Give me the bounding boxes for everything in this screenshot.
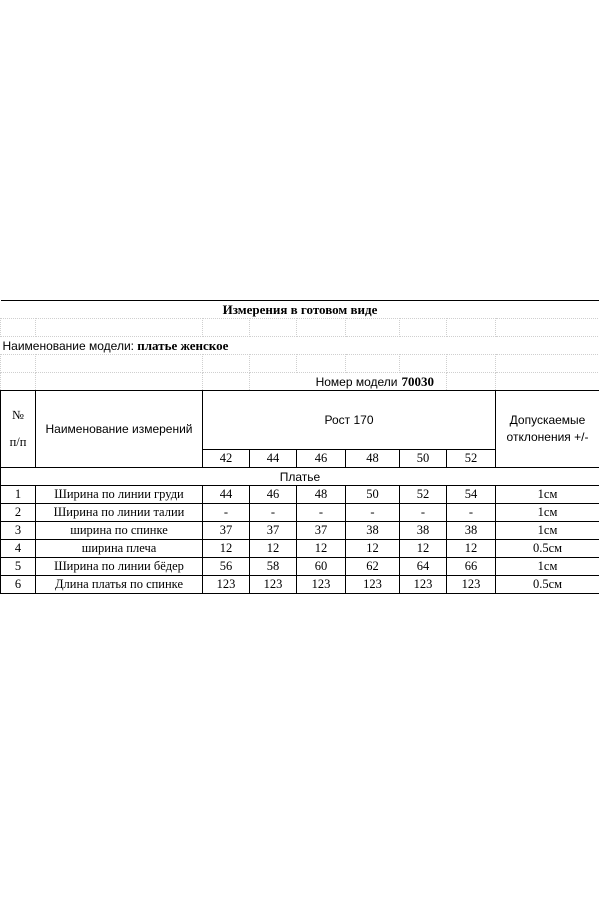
model-number-label: Номер модели bbox=[315, 374, 398, 389]
header-number bbox=[1, 391, 36, 468]
row-tolerance: 0.5см bbox=[496, 540, 599, 558]
row-value: 37 bbox=[297, 522, 346, 540]
row-value: 46 bbox=[250, 486, 297, 504]
row-value: 37 bbox=[203, 522, 250, 540]
row-value: 123 bbox=[250, 576, 297, 594]
table-row bbox=[1, 576, 599, 594]
row-tolerance: 0.5см bbox=[496, 576, 599, 594]
header-number-line1: № bbox=[12, 408, 24, 422]
row-value: - bbox=[447, 504, 496, 522]
row-value: 12 bbox=[346, 540, 400, 558]
row-number: 4 bbox=[1, 540, 36, 558]
row-value: - bbox=[250, 504, 297, 522]
row-value: 38 bbox=[447, 522, 496, 540]
row-number: 6 bbox=[1, 576, 36, 594]
row-value: 54 bbox=[447, 486, 496, 504]
model-number-value: 70030 bbox=[401, 373, 434, 389]
row-number: 1 bbox=[1, 486, 36, 504]
row-name: Ширина по линии талии bbox=[36, 504, 203, 522]
row-value: 48 bbox=[297, 486, 346, 504]
row-value: 52 bbox=[400, 486, 447, 504]
measurements-sheet bbox=[0, 300, 599, 594]
row-value: 64 bbox=[400, 558, 447, 576]
size-cell: 42 bbox=[203, 450, 250, 468]
row-tolerance: 1см bbox=[496, 522, 599, 540]
row-value: 12 bbox=[203, 540, 250, 558]
table-row bbox=[1, 486, 599, 504]
header-height: Рост 170 bbox=[203, 391, 496, 450]
row-value: 38 bbox=[400, 522, 447, 540]
measurements-table bbox=[0, 300, 599, 594]
row-value: 60 bbox=[297, 558, 346, 576]
row-tolerance: 1см bbox=[496, 486, 599, 504]
size-cell: 52 bbox=[447, 450, 496, 468]
row-value: 50 bbox=[346, 486, 400, 504]
row-value: 12 bbox=[250, 540, 297, 558]
row-number: 3 bbox=[1, 522, 36, 540]
row-number: 2 bbox=[1, 504, 36, 522]
size-cell: 44 bbox=[250, 450, 297, 468]
row-number: 5 bbox=[1, 558, 36, 576]
row-value: 123 bbox=[400, 576, 447, 594]
row-value: 12 bbox=[400, 540, 447, 558]
header-tolerance: Допускаемые отклонения +/- bbox=[496, 391, 599, 468]
row-value: 12 bbox=[297, 540, 346, 558]
row-name: ширина плеча bbox=[36, 540, 203, 558]
section-label: Платье bbox=[1, 468, 599, 486]
row-value: 38 bbox=[346, 522, 400, 540]
model-name-label: Наименование модели: bbox=[2, 338, 134, 353]
model-name-value: платье женское bbox=[137, 337, 229, 353]
row-value: 58 bbox=[250, 558, 297, 576]
size-cell: 48 bbox=[346, 450, 400, 468]
table-row bbox=[1, 558, 599, 576]
row-name: Длина платья по спинке bbox=[36, 576, 203, 594]
model-name-line bbox=[1, 337, 599, 355]
row-name: Ширина по линии груди bbox=[36, 486, 203, 504]
table-row bbox=[1, 504, 599, 522]
row-value: 123 bbox=[297, 576, 346, 594]
row-value: 66 bbox=[447, 558, 496, 576]
row-value: 123 bbox=[447, 576, 496, 594]
row-value: 56 bbox=[203, 558, 250, 576]
row-value: - bbox=[400, 504, 447, 522]
header-measurement: Наименование измерений bbox=[36, 391, 203, 468]
table-row bbox=[1, 540, 599, 558]
row-value: 37 bbox=[250, 522, 297, 540]
row-value: 62 bbox=[346, 558, 400, 576]
row-value: - bbox=[346, 504, 400, 522]
row-value: 123 bbox=[346, 576, 400, 594]
size-cell: 46 bbox=[297, 450, 346, 468]
sheet-title: Измерения в готовом виде bbox=[1, 301, 599, 319]
row-value: - bbox=[297, 504, 346, 522]
row-value: 123 bbox=[203, 576, 250, 594]
row-tolerance: 1см bbox=[496, 558, 599, 576]
row-value: 44 bbox=[203, 486, 250, 504]
size-cell: 50 bbox=[400, 450, 447, 468]
row-name: ширина по спинке bbox=[36, 522, 203, 540]
header-number-line2: п/п bbox=[9, 435, 27, 449]
table-row bbox=[1, 522, 599, 540]
row-name: Ширина по линии бёдер bbox=[36, 558, 203, 576]
row-value: - bbox=[203, 504, 250, 522]
row-value: 12 bbox=[447, 540, 496, 558]
row-tolerance: 1см bbox=[496, 504, 599, 522]
